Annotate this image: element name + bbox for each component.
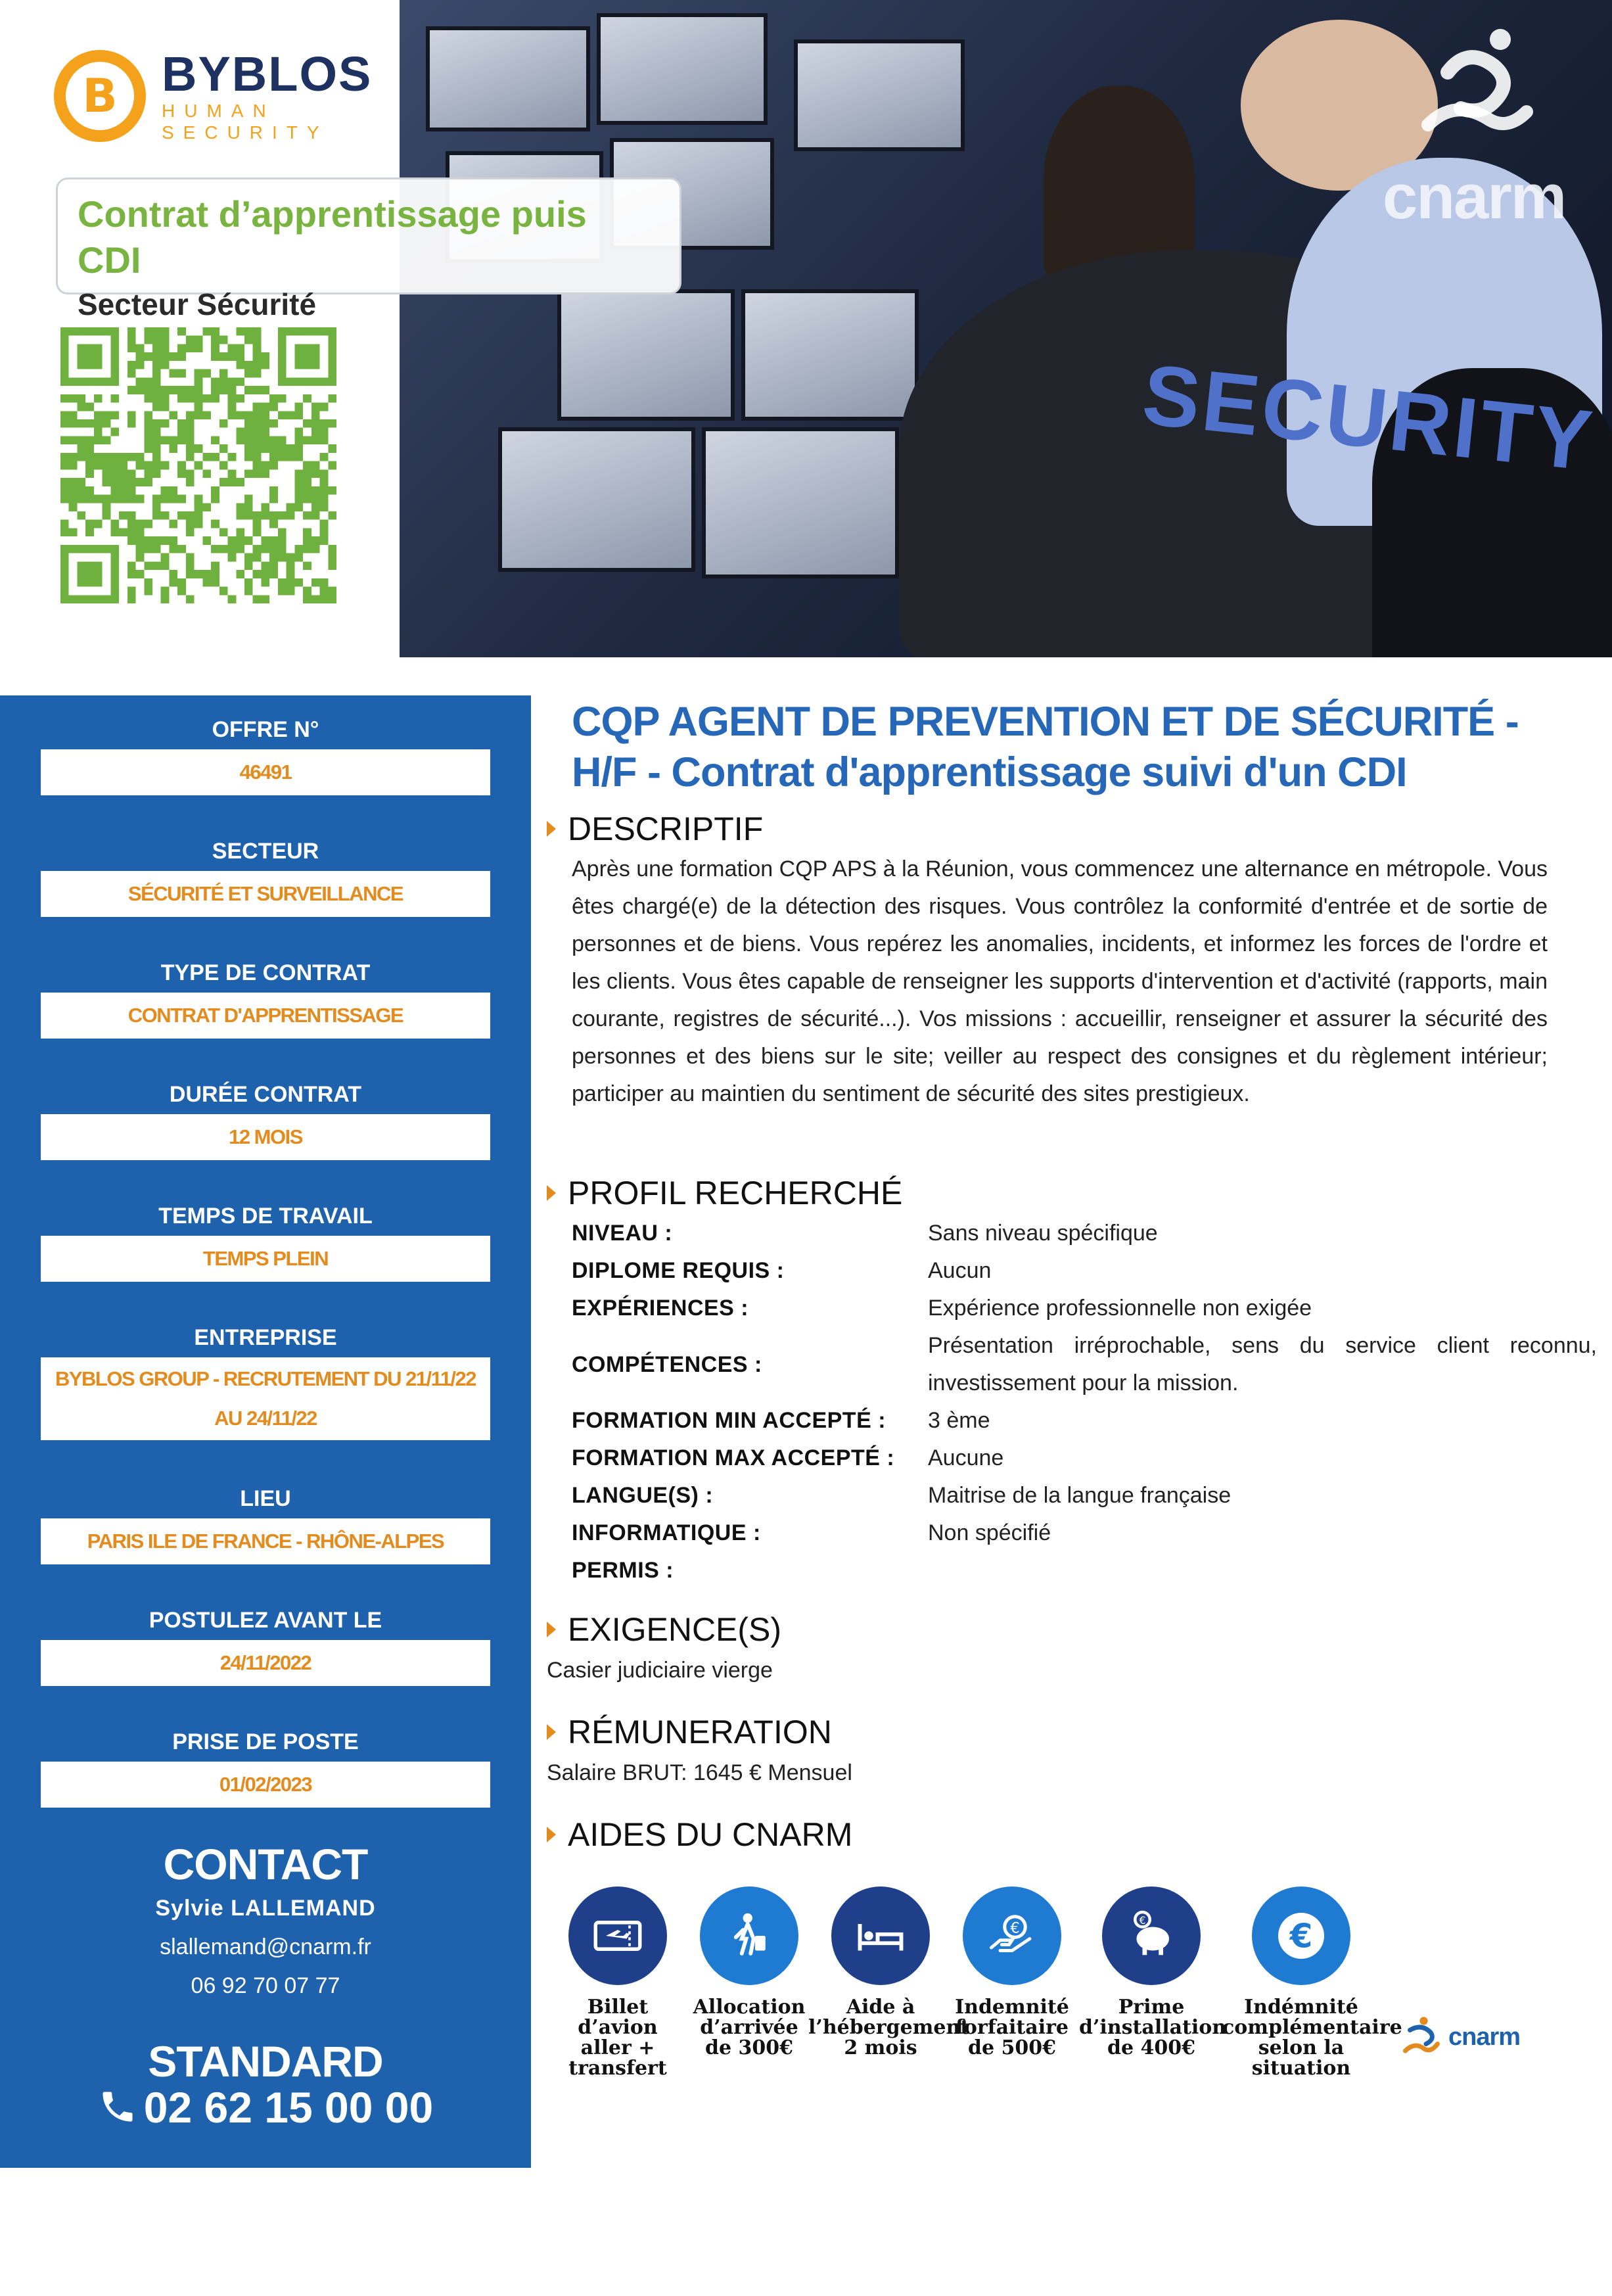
aid-label-1: Billet d’avion <box>578 1996 658 2039</box>
aid-item <box>1079 1886 1227 2059</box>
arrow-icon <box>547 1185 556 1201</box>
aid-label-3: de 400€ <box>1107 2036 1195 2059</box>
entreprise-line-2: AU 24/11/22 <box>214 1407 317 1430</box>
aid-item <box>808 1886 970 2059</box>
byblos-mark-icon: B <box>54 50 146 142</box>
euro-icon <box>1252 1886 1350 1985</box>
cnarm-footer-word: cnarm <box>1448 2023 1521 2051</box>
section-descriptif <box>547 810 763 848</box>
aid-label-2: complémentaire <box>1222 2016 1402 2039</box>
cctv-monitor <box>498 427 695 572</box>
aid-label-3: de 300€ <box>704 2036 793 2059</box>
profile-row <box>572 1327 1597 1402</box>
value-postulez: 24/11/2022 <box>41 1640 490 1686</box>
profile-row <box>572 1514 1597 1552</box>
profile-key: LANGUE(S) : <box>572 1483 714 1508</box>
section-exigences <box>547 1610 781 1649</box>
qr-code[interactable] <box>60 327 336 603</box>
aid-item <box>1222 1886 1402 2080</box>
value-lieu: PARIS ILE DE FRANCE - RHÔNE-ALPES <box>41 1518 490 1564</box>
aid-label-3: selon la situation <box>1251 2036 1351 2080</box>
aids-row <box>545 1886 1531 2080</box>
profile-key: PERMIS : <box>572 1558 674 1583</box>
exigence-text: Casier judiciaire vierge <box>547 1658 773 1683</box>
qr-code-icon <box>60 327 336 603</box>
arrow-icon <box>547 1622 556 1637</box>
headline-contract: Contrat d’apprentissage puis CDI <box>78 193 587 281</box>
aid-label-2: d’arrivée <box>700 2016 798 2039</box>
svg-text:€: € <box>1010 1919 1020 1937</box>
aid-label-1: Indémnité <box>1244 1996 1358 2019</box>
aid-label-1: Indemnité <box>955 1996 1069 2019</box>
profile-row <box>572 1252 1597 1290</box>
cctv-monitor <box>702 427 899 578</box>
job-title-line-2: H/F - Contrat d'apprentissage suivi d'un CDI <box>572 749 1407 795</box>
standard-phone[interactable] <box>0 2082 531 2132</box>
label-postulez: POSTULEZ AVANT LE <box>149 1608 382 1633</box>
aid-label-1: Aide à <box>846 1996 915 2019</box>
bed-icon <box>831 1886 930 1985</box>
aid-item <box>940 1886 1084 2058</box>
profile-value: Maitrise de la langue française <box>928 1483 1232 1508</box>
label-offre: OFFRE N° <box>212 717 319 742</box>
label-secteur: SECTEUR <box>212 839 319 864</box>
job-description: Après une formation CQP APS à la Réunion, vous commencez une alternance en métropole. Vous êtes chargé(e) de la détection des risques. Vous contrôlez la conformité d'entrée et de sortie de personnes et de biens. Vous repérez les anomalies, incidents, et informez les forces de l'ordre et les clients. Vous êtes capable de renseigner les supports d'intervention et d'activité (rapports, main courante, registres de sécurité...). Vos missions : accueillir, renseigner et assurer la sécurité des personnes et des biens sur le site; veiller au respect des consignes et du règlement intérieur; participer au maintien du sentiment de sécurité des sites prestigieux. <box>572 856 1548 1106</box>
aid-label-1: Prime <box>1118 1996 1185 2019</box>
cctv-monitor <box>597 13 768 125</box>
byblos-logo <box>54 47 373 143</box>
brand-sub-2: SECURITY <box>162 122 329 143</box>
profile-row <box>572 1552 1597 1589</box>
profile-key: DIPLOME REQUIS : <box>572 1258 785 1283</box>
hero-photo <box>400 0 1612 657</box>
value-offre: 46491 <box>41 749 490 795</box>
profile-row <box>572 1402 1597 1440</box>
cctv-monitor <box>426 26 590 131</box>
profile-value: 3 ème <box>928 1408 990 1433</box>
aid-label-2: forfaitaire <box>955 2016 1069 2039</box>
label-lieu: LIEU <box>240 1486 291 1511</box>
arrow-icon <box>547 821 556 837</box>
section-profil <box>547 1174 902 1212</box>
aid-label-1: Allocation <box>693 1996 806 2019</box>
profile-value: Aucun <box>928 1258 992 1283</box>
profile-key: FORMATION MIN ACCEPTÉ : <box>572 1408 887 1433</box>
entreprise-line-1: BYBLOS GROUP - RECRUTEMENT DU 21/11/22 <box>55 1367 476 1390</box>
svg-text:€: € <box>1139 1914 1146 1927</box>
remuneration-text: Salaire BRUT: 1645 € Mensuel <box>547 1760 852 1785</box>
cnarm-word: cnarm <box>1382 162 1566 232</box>
job-title-line-1: CQP AGENT DE PREVENTION ET DE SÉCURITÉ - <box>572 699 1519 745</box>
aid-label-3: transfert <box>568 2057 667 2080</box>
contract-headline-card <box>56 177 681 321</box>
label-entreprise: ENTREPRISE <box>194 1325 337 1350</box>
label-type-contrat: TYPE DE CONTRAT <box>160 960 371 985</box>
profile-key: NIVEAU : <box>572 1221 673 1246</box>
section-title: AIDES DU CNARM <box>568 1816 853 1853</box>
aid-label-3: 2 mois <box>844 2036 917 2059</box>
hand-coin-icon <box>963 1886 1061 1985</box>
profile-value: Expérience professionnelle non exigée <box>928 1296 1312 1321</box>
contact-phone[interactable]: 06 92 70 07 77 <box>191 1973 340 1998</box>
profile-value: Aucune <box>928 1445 1004 1470</box>
profile-row <box>572 1290 1597 1327</box>
headline-sector: Secteur Sécurité <box>78 287 317 321</box>
value-type-contrat: CONTRAT D'APPRENTISSAGE <box>41 993 490 1039</box>
brand-sub-1: HUMAN <box>162 101 275 121</box>
value-entreprise <box>41 1357 490 1440</box>
profile-key: FORMATION MAX ACCEPTÉ : <box>572 1445 895 1470</box>
contact-email[interactable]: slallemand@cnarm.fr <box>160 1934 371 1959</box>
piggy-bank-icon <box>1102 1886 1201 1985</box>
svg-text:€: € <box>1289 1917 1313 1956</box>
label-duree: DURÉE CONTRAT <box>169 1082 362 1107</box>
section-title: RÉMUNERATION <box>568 1714 832 1750</box>
cctv-monitor <box>794 39 965 151</box>
profile-key: INFORMATIQUE : <box>572 1520 761 1545</box>
label-prise: PRISE DE POSTE <box>172 1729 359 1754</box>
section-remuneration <box>547 1713 832 1751</box>
cctv-monitor <box>741 289 919 421</box>
job-title <box>572 697 1571 798</box>
aid-label-2: aller + <box>580 2036 655 2059</box>
security-badge-text: SECURITY <box>1138 346 1600 489</box>
profile-row <box>572 1477 1597 1514</box>
aid-item <box>545 1886 690 2078</box>
cnarm-figure-icon <box>1402 26 1546 158</box>
section-title: PROFIL RECHERCHÉ <box>568 1175 903 1211</box>
label-temps: TEMPS DE TRAVAIL <box>158 1204 373 1229</box>
profile-key: EXPÉRIENCES : <box>572 1296 749 1321</box>
cnarm-small-icon <box>1398 2014 1444 2060</box>
value-secteur: SÉCURITÉ ET SURVEILLANCE <box>41 871 490 917</box>
profile-row <box>572 1440 1597 1477</box>
contact-name: Sylvie LALLEMAND <box>155 1896 376 1921</box>
aid-label-2: l’hébergement <box>808 2016 970 2039</box>
section-title: EXIGENCE(S) <box>568 1611 782 1648</box>
section-aides <box>547 1816 852 1854</box>
value-temps: TEMPS PLEIN <box>41 1236 490 1282</box>
profile-key: COMPÉTENCES : <box>572 1351 762 1377</box>
profile-value: Non spécifié <box>928 1520 1051 1545</box>
brand-name: BYBLOS <box>162 47 373 101</box>
offer-sidebar <box>0 695 531 2168</box>
aid-item <box>677 1886 821 2058</box>
plane-ticket-icon <box>568 1886 667 1985</box>
cnarm-logo <box>1375 26 1573 233</box>
aid-label-2: d’installation <box>1079 2016 1227 2039</box>
value-duree: 12 MOIS <box>41 1114 490 1160</box>
profile-table <box>572 1215 1597 1589</box>
aid-label-3: de 500€ <box>967 2036 1056 2059</box>
profile-value: Présentation irréprochable, sens du service client reconnu, investissement pour la mission. <box>928 1333 1597 1395</box>
traveler-icon <box>700 1886 798 1985</box>
section-title: DESCRIPTIF <box>568 810 764 847</box>
arrow-icon <box>547 1827 556 1842</box>
profile-value: Sans niveau spécifique <box>928 1221 1158 1246</box>
arrow-icon <box>547 1724 556 1740</box>
contact-title: CONTACT <box>163 1840 368 1888</box>
value-prise: 01/02/2023 <box>41 1762 490 1808</box>
standard-title: STANDARD <box>148 2037 383 2086</box>
profile-row <box>572 1215 1597 1252</box>
cnarm-footer-logo <box>1398 2014 1520 2060</box>
phone-icon <box>98 2087 137 2126</box>
standard-phone-number: 02 62 15 00 00 <box>143 2083 434 2132</box>
